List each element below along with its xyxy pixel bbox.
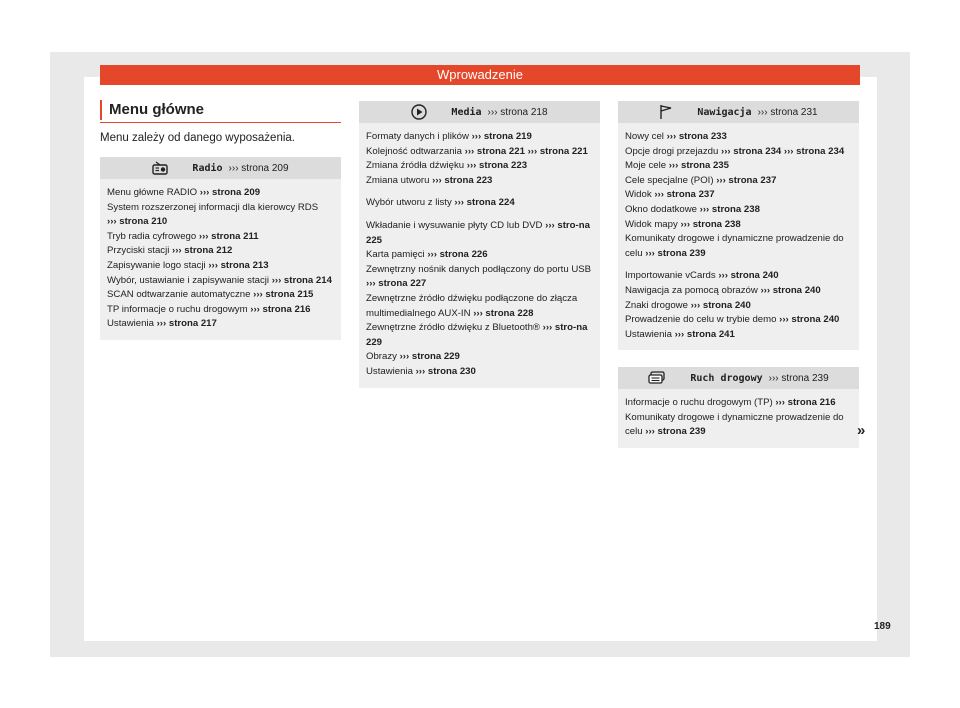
list-item: Zmiana utworu ››› strona 223 — [366, 174, 493, 186]
navigation-box-ref[interactable]: ››› strona 231 — [757, 106, 818, 118]
page-ref-link[interactable]: ››› strona 240 — [718, 270, 779, 282]
list-item: Wybór, ustawianie i zapisywanie stacji ››› strona 214 — [107, 274, 332, 286]
page-ref-link[interactable]: ››› strona 213 — [208, 259, 269, 271]
page-ref-link[interactable]: ››› strona 230 — [415, 365, 476, 377]
page-ref-link[interactable]: ››› strona 211 — [198, 230, 259, 242]
navigation-box-header — [618, 101, 859, 123]
media-box-list — [359, 123, 600, 388]
radio-box — [100, 157, 341, 340]
list-item: SCAN odtwarzanie automatyczne ››› strona 215 — [107, 289, 314, 301]
page-ref-link[interactable]: ››› strona 240 — [779, 314, 840, 326]
list-item: Importowanie vCards ››› strona 240 — [625, 270, 779, 282]
list-item: Moje cele ››› strona 235 — [625, 160, 729, 172]
list-item: Zapisywanie logo stacji ››› strona 213 — [107, 259, 269, 271]
navigation-box-title: Nawigacja — [697, 106, 752, 118]
radio-box-header — [100, 157, 341, 179]
navigation-box-list — [618, 123, 859, 350]
list-item: Ustawienia ››› strona 230 — [366, 365, 476, 377]
traffic-box-header — [618, 367, 859, 389]
list-item: Okno dodatkowe ››› strona 238 — [625, 203, 760, 215]
list-item: Kolejność odtwarzania ››› strona 221 ››› strona 221 — [366, 145, 588, 157]
traffic-box-title: Ruch drogowy — [690, 372, 763, 384]
page-ref-link[interactable]: ››› strona 228 — [473, 307, 534, 319]
page-ref-link[interactable]: ››› strona 219 — [471, 131, 532, 142]
page-ref-link[interactable]: ››› strona 237 — [654, 189, 715, 201]
traffic-box-list — [618, 389, 859, 448]
radio-box-title: Radio — [192, 162, 223, 174]
media-box-header — [359, 101, 600, 123]
list-item: Widok mapy ››› strona 238 — [625, 218, 741, 230]
list-item: Tryb radia cyfrowego ››› strona 211 — [107, 230, 259, 242]
continue-marker: » — [857, 422, 866, 439]
list-item: Cele specjalne (POI) ››› strona 237 — [625, 174, 777, 186]
radio-box-ref[interactable]: ››› strona 209 — [228, 162, 289, 174]
list-item: Prowadzenie do celu w trybie demo ››› strona 240 — [625, 314, 840, 326]
page-ref-link[interactable]: ››› strona 240 — [690, 299, 751, 311]
page-ref-link[interactable]: ››› strona 229 — [399, 351, 460, 363]
media-box-ref[interactable]: ››› strona 218 — [487, 106, 548, 118]
page-ref-link[interactable]: ››› strona 239 — [645, 426, 706, 438]
page-ref-link[interactable]: ››› strona 214 — [271, 274, 332, 286]
page-ref-link[interactable]: ››› strona 235 — [668, 160, 729, 172]
list-item: Ustawienia ››› strona 241 — [625, 328, 735, 340]
page-ref-link[interactable]: ››› strona 217 — [156, 318, 217, 330]
list-item: Nawigacja za pomocą obrazów ››› strona 240 — [625, 284, 821, 296]
list-item: Obrazy ››› strona 229 — [366, 351, 460, 363]
traffic-icon — [648, 371, 666, 385]
page-ref-link[interactable]: ››› strona 227 — [366, 278, 427, 290]
page-ref-link[interactable]: ››› strona 210 — [107, 216, 168, 228]
radio-icon — [152, 161, 168, 175]
list-item: Widok ››› strona 237 — [625, 189, 715, 201]
section-divider — [100, 122, 341, 123]
list-item: Znaki drogowe ››› strona 240 — [625, 299, 751, 311]
page-ref-link[interactable]: ››› strona 233 — [666, 131, 727, 142]
list-item: Zmiana źródła dźwięku ››› strona 223 — [366, 160, 528, 172]
play-icon — [411, 104, 427, 120]
traffic-box-ref[interactable]: ››› strona 239 — [768, 372, 829, 384]
page-ref-link[interactable]: ››› strona 238 — [699, 203, 760, 215]
page-ref-link[interactable]: ››› strona 234 ››› strona 234 — [721, 145, 845, 157]
media-box-title: Media — [451, 106, 482, 118]
navigation-box — [618, 101, 859, 350]
list-item: Nowy cel ››› strona 233 — [625, 131, 727, 142]
page-ref-link[interactable]: ››› stro-na 229 — [366, 322, 588, 348]
traffic-box — [618, 367, 859, 448]
list-item: Ustawienia ››› strona 217 — [107, 318, 217, 330]
page-ref-link[interactable]: ››› strona 224 — [454, 197, 515, 209]
list-item: Zewnętrzny nośnik danych podłączony do portu USB ››› strona 227 — [366, 263, 592, 290]
page-ref-link[interactable]: ››› strona 239 — [645, 247, 706, 259]
page-ref-link[interactable]: ››› strona 212 — [172, 245, 233, 257]
page-ref-link[interactable]: ››› stro-na 225 — [366, 219, 590, 246]
page-ref-link[interactable]: ››› strona 223 — [466, 160, 528, 172]
list-item: Zewnętrzne źródło dźwięku z Bluetooth® ››› stro-na 229 — [366, 322, 588, 348]
section-intro: Menu zależy od danego wyposażenia. — [100, 132, 295, 144]
page-ref-link[interactable]: ››› strona 216 — [250, 303, 311, 315]
chapter-header: Wprowadzenie — [100, 65, 860, 85]
page-ref-link[interactable]: ››› strona 238 — [680, 218, 741, 230]
page-ref-link[interactable]: ››› strona 226 — [427, 249, 488, 261]
page-number: 189 — [874, 621, 891, 632]
page-ref-link[interactable]: ››› strona 223 — [432, 174, 493, 186]
page-ref-link[interactable]: ››› strona 216 — [775, 397, 836, 408]
page-ref-link[interactable]: ››› strona 221 ››› strona 221 — [464, 145, 588, 157]
list-item: Wkładanie i wysuwanie płyty CD lub DVD ››› stro-na 225 — [366, 219, 590, 246]
media-box — [359, 101, 600, 388]
flag-icon — [659, 104, 673, 120]
list-item: Opcje drogi przejazdu ››› strona 234 ››› strona 234 — [625, 145, 845, 157]
list-item: Komunikaty drogowe i dynamiczne prowadzenie do celu ››› strona 239 — [625, 233, 844, 259]
list-item: Przyciski stacji ››› strona 212 — [107, 245, 233, 257]
page-ref-link[interactable]: ››› strona 240 — [760, 284, 821, 296]
list-item: Informacje o ruchu drogowym (TP) ››› strona 216 — [625, 397, 836, 408]
list-item: Karta pamięci ››› strona 226 — [366, 249, 488, 261]
section-title: Menu główne — [100, 100, 341, 120]
list-item: TP informacje o ruchu drogowym ››› strona 216 — [107, 303, 311, 315]
list-item: Komunikaty drogowe i dynamiczne prowadzenie do celu ››› strona 239 — [625, 411, 844, 438]
list-item: Menu główne RADIO ››› strona 209 — [107, 187, 261, 198]
list-item: System rozszerzonej informacji dla kierowcy RDS ››› strona 210 — [107, 201, 319, 228]
list-item: Formaty danych i plików ››› strona 219 — [366, 131, 532, 142]
page-ref-link[interactable]: ››› strona 241 — [674, 328, 735, 340]
radio-box-list — [100, 179, 341, 340]
page-ref-link[interactable]: ››› strona 237 — [716, 174, 777, 186]
page-ref-link[interactable]: ››› strona 215 — [253, 289, 314, 301]
list-item: Wybór utworu z listy ››› strona 224 — [366, 197, 515, 209]
page-ref-link[interactable]: ››› strona 209 — [199, 187, 261, 198]
list-item: Zewnętrzne źródło dźwięku podłączone do złącza multimedialnego AUX-IN ››› strona 228 — [366, 292, 578, 319]
